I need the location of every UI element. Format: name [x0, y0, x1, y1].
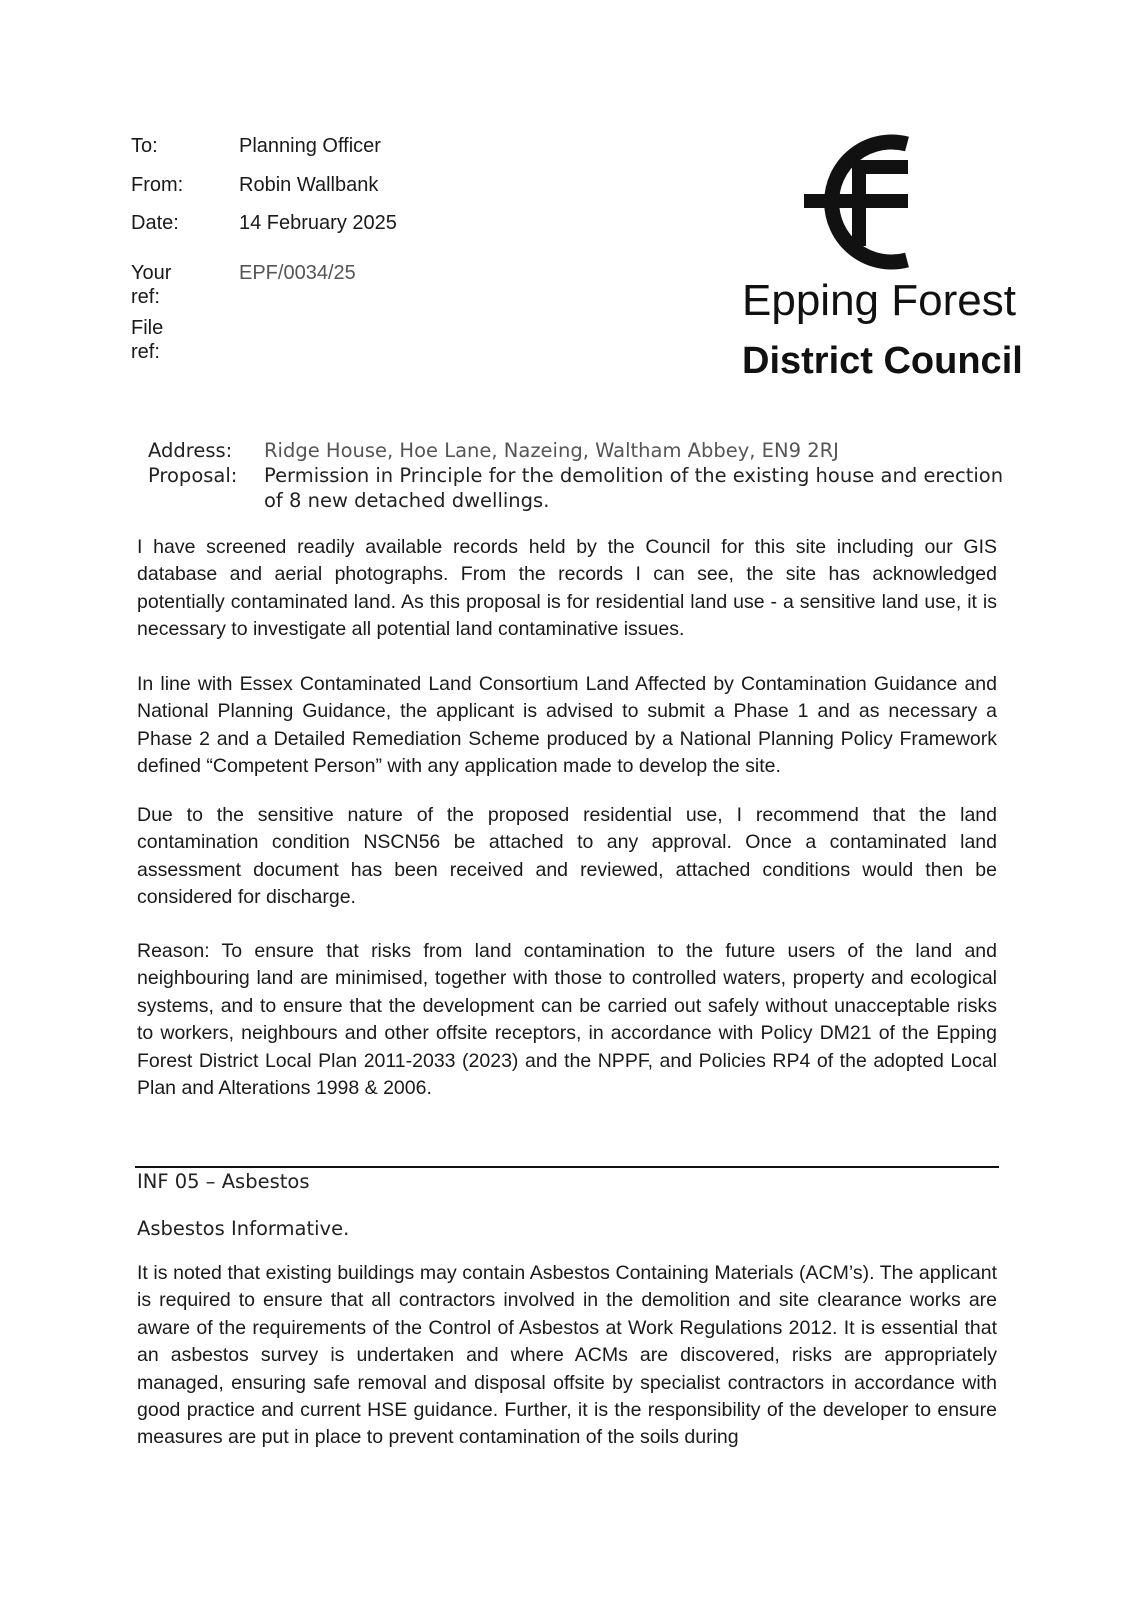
paragraph-asbestos: It is noted that existing buildings may contain Asbestos Containing Materials (ACM’s). The applicant is required to ensure that all contractors involved in the demolition and site clearance works are aware of the requirements of the Control of Asbestos at Work Regulations 2012. It is essential that an asbestos survey is undertaken and where ACMs are discovered, risks are appropriately managed, ensuring safe removal and disposal offsite by specialist contractors in accordance with good practice and current HSE guidance. Further, it is the responsibility of the developer to ensure measures are put in place to prevent contamination of the soils during: [137, 1262, 997, 1449]
address-label: Address:: [148, 439, 233, 462]
proposal-value: Permission in Principle for the demolition of the existing house and erection of 8 new detached dwellings.: [264, 464, 1004, 512]
your-ref-label: Your ref:: [131, 262, 172, 308]
informative-subtitle: Asbestos Informative.: [137, 1217, 350, 1240]
date-label: Date:: [131, 212, 179, 234]
logo-subtitle: District Council: [742, 340, 1023, 382]
paragraph-guidance: In line with Essex Contaminated Land Consortium Land Affected by Contamination Guidance and National Planning Guidance, the applicant is advised to submit a Phase 1 and as necessary a Phase 2 and a Detailed Remediation Scheme produced by a National Planning Policy Framework defined “Competent Person” with any application made to develop the site.: [137, 673, 997, 778]
paragraph-screening: I have screened readily available records held by the Council for this site including our GIS database and aerial photographs. From the records I can see, the site has acknowledged potentially contaminated land. As this proposal is for residential land use - a sensitive land use, it is necessary to investigate all potential land contaminative issues.: [137, 536, 997, 641]
from-value: Robin Wallbank: [239, 174, 379, 196]
paragraph-recommendation: Due to the sensitive nature of the proposed residential use, I recommend that the land contamination condition NSCN56 be attached to any approval. Once a contaminated land assessment document has been received and reviewed, attached conditions would then be considered for discharge.: [137, 804, 997, 909]
section-divider: [135, 1166, 999, 1168]
file-ref-label: File ref:: [131, 317, 164, 363]
council-emblem-icon: [800, 132, 920, 272]
your-ref-value: EPF/0034/25: [239, 262, 356, 284]
emblem-f-top-arm: [852, 160, 908, 174]
address-row: [148, 438, 1008, 463]
from-label: From:: [131, 174, 184, 196]
informative-title: INF 05 – Asbestos: [137, 1170, 310, 1193]
address-value: Ridge House, Hoe Lane, Nazeing, Waltham Abbey, EN9 2RJ: [264, 439, 839, 462]
paragraph-reason: Reason: To ensure that risks from land contamination to the future users of the land and neighbouring land are minimised, together with those to controlled waters, property and ecological systems, and to ensure that the development can be carried out safely without unacceptable risks to workers, neighbours and other offsite receptors, in accordance with Policy DM21 of the Epping Forest District Local Plan 2011-2033 (2023) and the NPPF, and Policies RP4 of the adopted Local Plan and Alterations 1998 & 2006.: [137, 940, 997, 1100]
logo-title: Epping Forest: [742, 276, 1016, 325]
proposal-row: [148, 463, 1008, 513]
to-value: Planning Officer: [239, 135, 381, 157]
date-value: 14 February 2025: [239, 212, 397, 234]
site-details: [148, 438, 1008, 513]
proposal-label: Proposal:: [148, 464, 238, 487]
to-label: To:: [131, 135, 158, 157]
